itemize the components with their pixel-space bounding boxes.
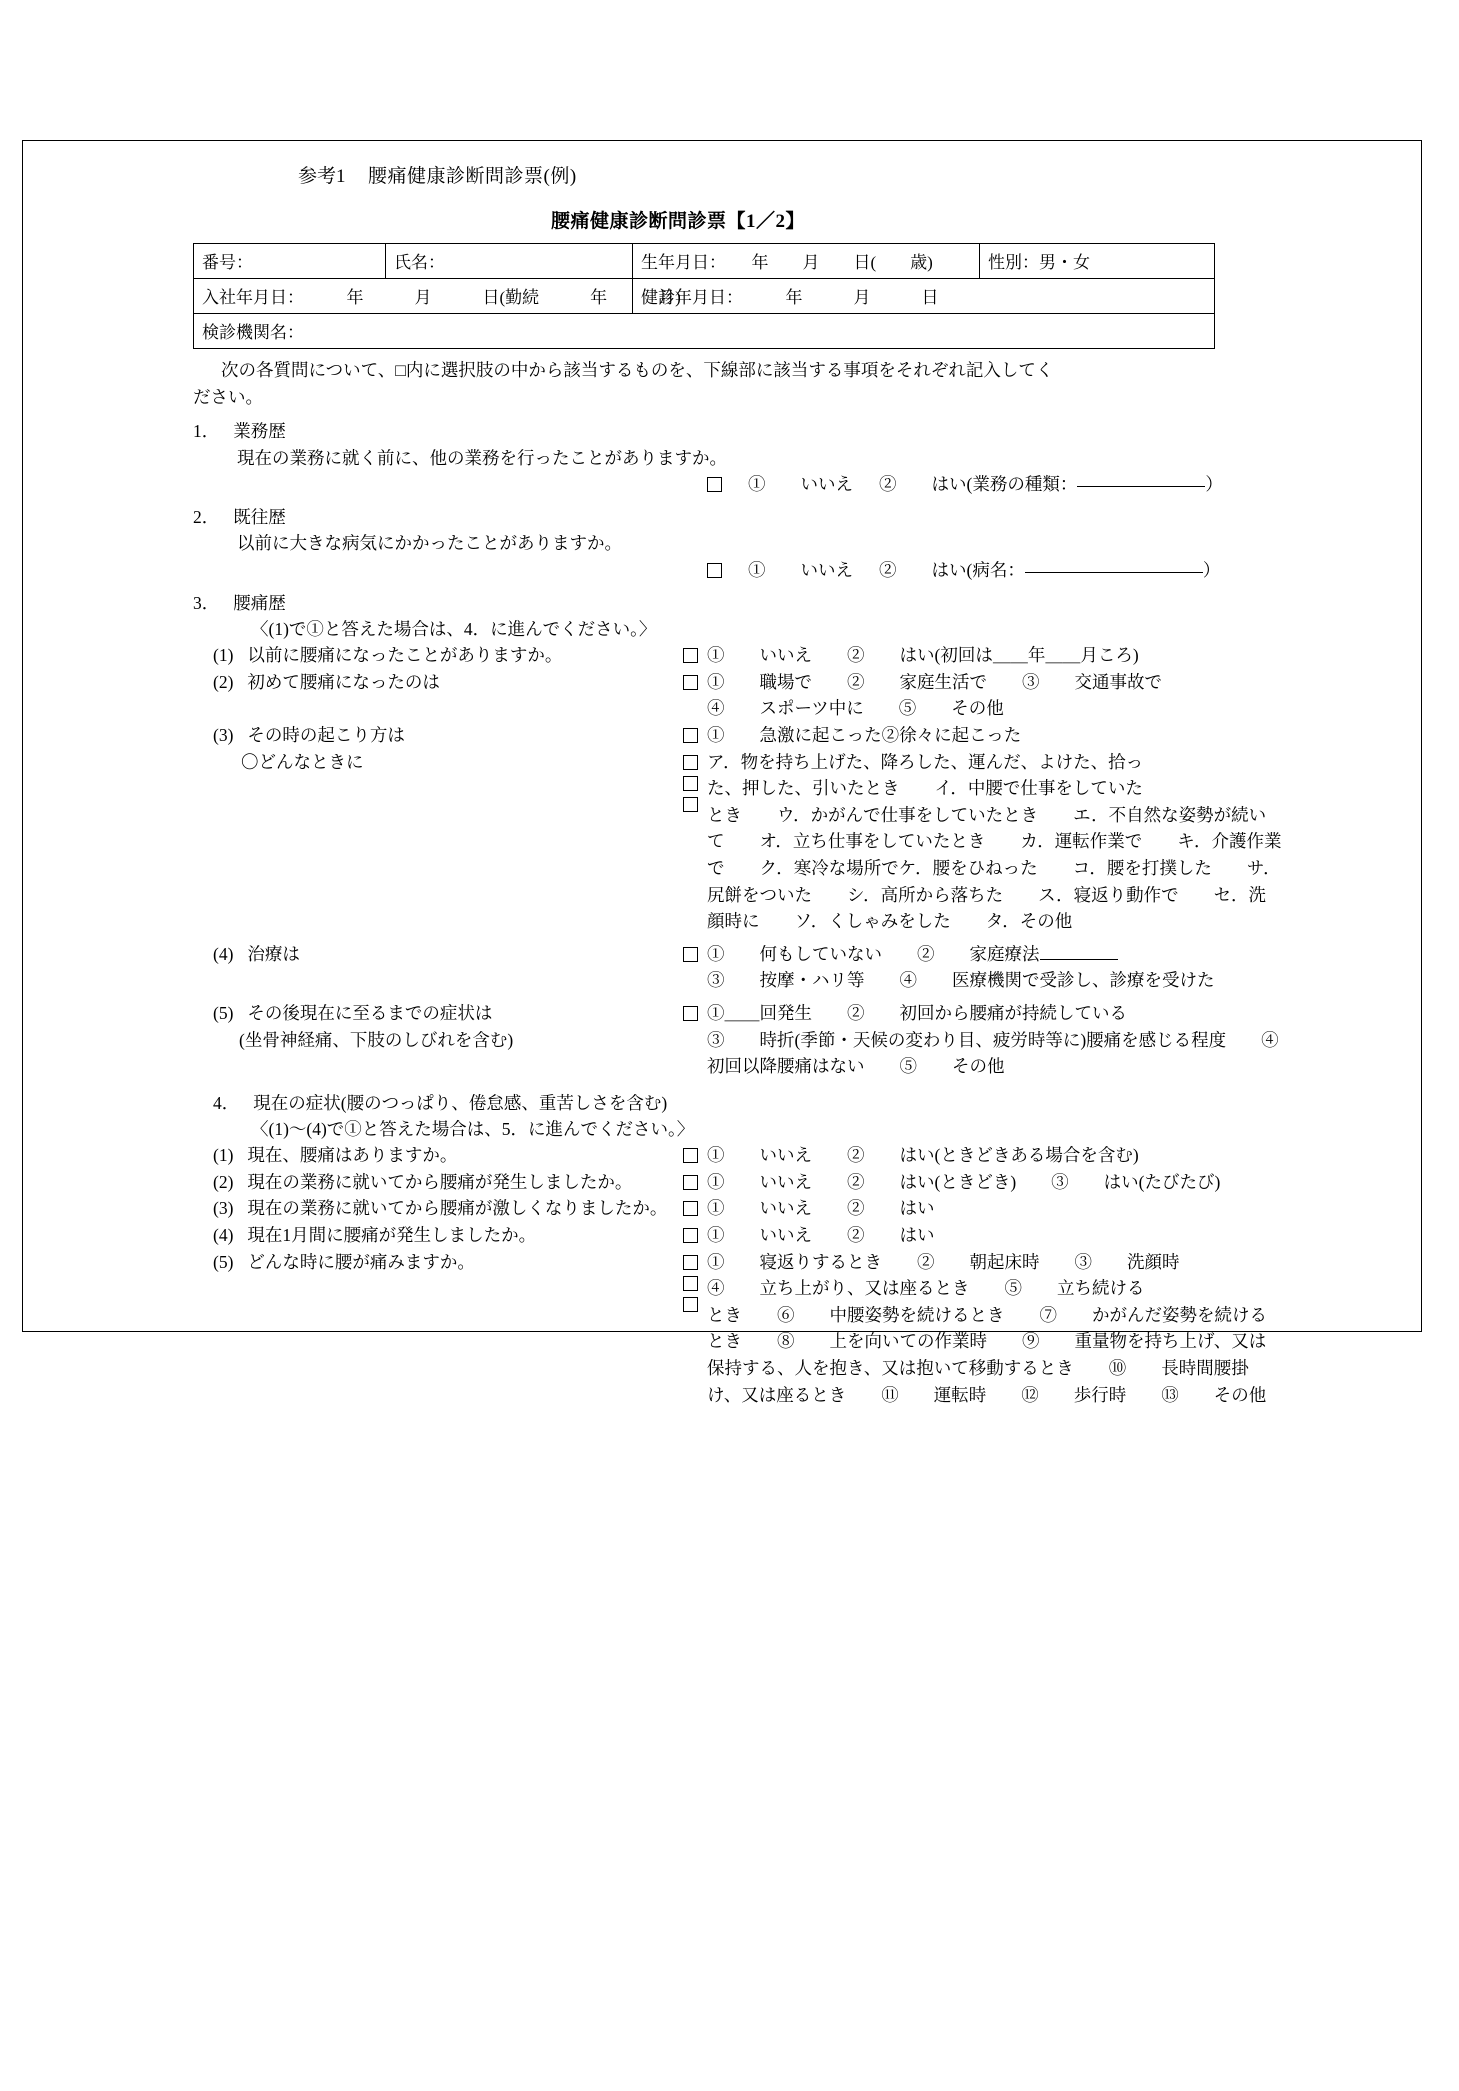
section-2-question: 以前に大きな病気にかかったことがありますか。 bbox=[237, 533, 622, 554]
section-4-number: 4． bbox=[213, 1092, 240, 1113]
answer-option[interactable]: とき ⑥ 中腰姿勢を続けるとき ⑦ かがんだ姿勢を続けるとき ⑧ 上を向いての作業時 ⑨ 重量物を持ち上げ、又は保持する、人を抱き、又は抱いて移動するとき ⑩ 長時間腰掛け、又は座るとき ⑪ 運転時 ⑫ 歩行時 ⑬ その他 bbox=[707, 1304, 1267, 1405]
table-row bbox=[194, 244, 1215, 279]
question-4-1 bbox=[193, 1142, 1283, 1169]
question-subtext: (坐骨神経痛、下肢のしびれを含む) bbox=[239, 1029, 514, 1050]
section-3-number: 3． bbox=[193, 592, 220, 613]
question-4-5 bbox=[193, 1249, 1283, 1409]
answer-option[interactable]: ①＿＿回発生 ② 初回から腰痛が持続している bbox=[707, 1002, 1127, 1023]
question-4-3 bbox=[193, 1195, 1283, 1222]
answer-option[interactable]: ① いいえ ② はい(ときどき) ③ はい(たびたび) bbox=[707, 1171, 1221, 1192]
question-label: (4) bbox=[213, 1225, 234, 1246]
answer-option[interactable]: とき ウ．かがんで仕事をしていたとき エ．不自然な姿勢が続いて オ．立ち仕事をしていたとき カ．運転作業で キ．介護作業で ク．寒冷な場所でケ．腰をひねった コ．腰を打撲した サ．尻餅をついた シ．高所から落ちた ス．寝返り動作で セ．洗顔時に ソ．くしゃみをした タ．その他 bbox=[707, 804, 1282, 932]
section-3-label: 腰痛歴 bbox=[233, 592, 286, 613]
form-sheet bbox=[22, 140, 1422, 1405]
question-text: 初めて腰痛になったのは bbox=[247, 671, 440, 692]
question-3-5 bbox=[193, 1000, 1314, 1080]
question-label: (2) bbox=[213, 1171, 234, 1192]
section-2-title bbox=[193, 504, 1283, 530]
question-3-4 bbox=[193, 941, 1283, 994]
checkbox[interactable] bbox=[683, 1228, 698, 1243]
document-kind: 腰痛健康診断問診票(例) bbox=[368, 166, 577, 187]
section-3-note: 〈(1)で①と答えた場合は、4．に進んでください。〉 bbox=[251, 619, 657, 639]
instructions-line-2: ださい。 bbox=[193, 387, 263, 408]
question-3-3 bbox=[193, 722, 1283, 749]
question-label: (5) bbox=[213, 1251, 234, 1272]
checkbox[interactable] bbox=[683, 1175, 698, 1190]
cell-institution[interactable]: 検診機関名： bbox=[194, 314, 1215, 349]
answer-option[interactable]: ① いいえ ② はい(初回は＿＿年＿＿月ころ) bbox=[707, 645, 1139, 666]
section-4-title bbox=[193, 1090, 1283, 1116]
cell-sex[interactable]: 性別：男・女 bbox=[980, 244, 1215, 279]
table-row bbox=[194, 279, 1215, 314]
question-text: 現在、腰痛はありますか。 bbox=[247, 1145, 458, 1166]
cell-name[interactable]: 氏名： bbox=[386, 244, 633, 279]
checkbox[interactable] bbox=[683, 1255, 698, 1270]
answer-option[interactable]: ① いいえ bbox=[748, 559, 853, 580]
section-2-label: 既往歴 bbox=[233, 507, 286, 527]
cell-examdate[interactable]: 健診年月日： 年 月 日 bbox=[633, 279, 1215, 314]
question-label: (4) bbox=[213, 943, 234, 964]
checkbox[interactable] bbox=[683, 728, 698, 743]
checkbox[interactable] bbox=[707, 563, 722, 578]
question-text: 現在の業務に就いてから腰痛が激しくなりましたか。 bbox=[247, 1198, 668, 1219]
answer-option[interactable]: ④ スポーツ中に ⑤ その他 bbox=[707, 698, 1004, 719]
table-row bbox=[194, 314, 1215, 349]
cell-number[interactable]: 番号： bbox=[194, 244, 386, 279]
answer-option[interactable]: ① 職場で ② 家庭生活で ③ 交通事故で bbox=[707, 671, 1162, 692]
section-1-label: 業務歴 bbox=[233, 421, 286, 442]
question-label: (3) bbox=[213, 1198, 234, 1219]
question-label: (1) bbox=[213, 1145, 234, 1166]
question-4-4 bbox=[193, 1222, 1283, 1249]
question-text: その後現在に至るまでの症状は bbox=[247, 1002, 493, 1023]
checkbox[interactable] bbox=[683, 1148, 698, 1163]
checkbox[interactable] bbox=[683, 755, 698, 770]
answer-option[interactable]: ① 急激に起こった②徐々に起こった bbox=[707, 725, 1022, 746]
checkbox[interactable] bbox=[683, 776, 698, 791]
section-1-title bbox=[193, 418, 1283, 444]
answer-option[interactable]: ① 何もしていない ② 家庭療法 bbox=[707, 943, 1040, 964]
section-2-number: 2． bbox=[193, 507, 220, 527]
section-2-answer-row bbox=[193, 557, 1283, 583]
question-subtext: 〇どんなときに bbox=[241, 751, 364, 772]
answer-tail: ） bbox=[1202, 559, 1221, 580]
answer-option[interactable]: ② はい(病名： bbox=[879, 559, 1025, 580]
cell-hiredate[interactable]: 入社年月日： 年 月 日(勤続 年 月) bbox=[194, 279, 633, 314]
checkbox[interactable] bbox=[683, 675, 698, 690]
question-text: その時の起こり方は bbox=[247, 725, 405, 746]
question-3-1 bbox=[193, 642, 1283, 669]
answer-option[interactable]: ③ 時折(季節・天候の変わり目、疲労時等に)腰痛を感じる程度 ④ 初回以降腰痛はない ⑤ その他 bbox=[707, 1029, 1314, 1077]
write-in-line[interactable] bbox=[1040, 944, 1118, 960]
question-label: (1) bbox=[213, 645, 234, 666]
page-title: 腰痛健康診断問診票【1／2】 bbox=[550, 211, 805, 232]
section-3-title bbox=[193, 590, 1283, 616]
cell-birthdate[interactable]: 生年月日： 年 月 日( 歳) bbox=[633, 244, 980, 279]
question-text: 現在の業務に就いてから腰痛が発生しましたか。 bbox=[247, 1171, 633, 1192]
answer-tail: ） bbox=[1205, 473, 1223, 494]
section-1-number: 1． bbox=[193, 421, 220, 442]
write-in-line[interactable] bbox=[1025, 557, 1203, 573]
answer-option[interactable]: ア．物を持ち上げた、降ろした、運んだ、よけた、拾っ bbox=[707, 751, 1144, 772]
checkbox[interactable] bbox=[683, 648, 698, 663]
checkbox[interactable] bbox=[683, 1006, 698, 1021]
write-in-line[interactable] bbox=[1077, 471, 1205, 487]
section-4-label: 現在の症状(腰のつっぱり、倦怠感、重苦しさを含む) bbox=[253, 1092, 668, 1113]
section-1-question: 現在の業務に就く前に、他の業務を行ったことがありますか。 bbox=[237, 447, 727, 468]
answer-option[interactable]: ③ 按摩・ハリ等 ④ 医療機関で受診し、診療を受けた bbox=[707, 970, 1215, 991]
checkbox[interactable] bbox=[683, 1297, 698, 1312]
question-4-2 bbox=[193, 1169, 1283, 1196]
answer-option[interactable]: ① いいえ ② はい bbox=[707, 1225, 935, 1246]
checkbox[interactable] bbox=[683, 947, 698, 962]
checkbox[interactable] bbox=[683, 797, 698, 812]
answer-option[interactable]: ① いいえ ② はい(ときどきある場合を含む) bbox=[707, 1145, 1139, 1166]
form-content bbox=[193, 161, 1314, 1408]
section-1-answer-row bbox=[193, 471, 1283, 497]
answer-option[interactable]: ① 寝返りするとき ② 朝起床時 ③ 洗顔時 bbox=[707, 1251, 1180, 1272]
answer-option[interactable]: ② はい(業務の種類： bbox=[879, 473, 1078, 494]
checkbox[interactable] bbox=[683, 1201, 698, 1216]
question-3-2 bbox=[193, 669, 1283, 722]
instructions bbox=[193, 357, 1223, 411]
question-text: どんな時に腰が痛みますか。 bbox=[247, 1251, 475, 1272]
question-label: (5) bbox=[213, 1002, 234, 1023]
answer-option[interactable]: た、押した、引いたとき イ．中腰で仕事をしていた bbox=[707, 778, 1143, 799]
question-label: (2) bbox=[213, 671, 234, 692]
answer-option[interactable]: ④ 立ち上がり、又は座るとき ⑤ 立ち続ける bbox=[707, 1278, 1145, 1299]
question-label: (3) bbox=[213, 725, 234, 746]
section-4-note: 〈(1)～(4)で①と答えた場合は、5．に進んでください。〉 bbox=[251, 1119, 695, 1139]
header-row bbox=[193, 161, 1283, 188]
checkbox[interactable] bbox=[683, 1276, 698, 1291]
reference-label: 参考1 bbox=[298, 166, 346, 187]
question-text: 治療は bbox=[247, 943, 300, 964]
question-3-3-sub bbox=[193, 749, 1283, 935]
identification-table bbox=[193, 243, 1215, 349]
question-text: 以前に腰痛になったことがありますか。 bbox=[247, 645, 563, 666]
answer-option[interactable]: ① いいえ ② はい bbox=[707, 1198, 935, 1219]
question-text: 現在1月間に腰痛が発生しましたか。 bbox=[247, 1225, 537, 1246]
answer-option[interactable]: ① いいえ bbox=[748, 473, 853, 494]
checkbox[interactable] bbox=[707, 477, 722, 492]
instructions-line-1: 次の各質問について、□内に選択肢の中から該当するものを、下線部に該当する事項をそれぞれ記入してく bbox=[221, 360, 1054, 380]
